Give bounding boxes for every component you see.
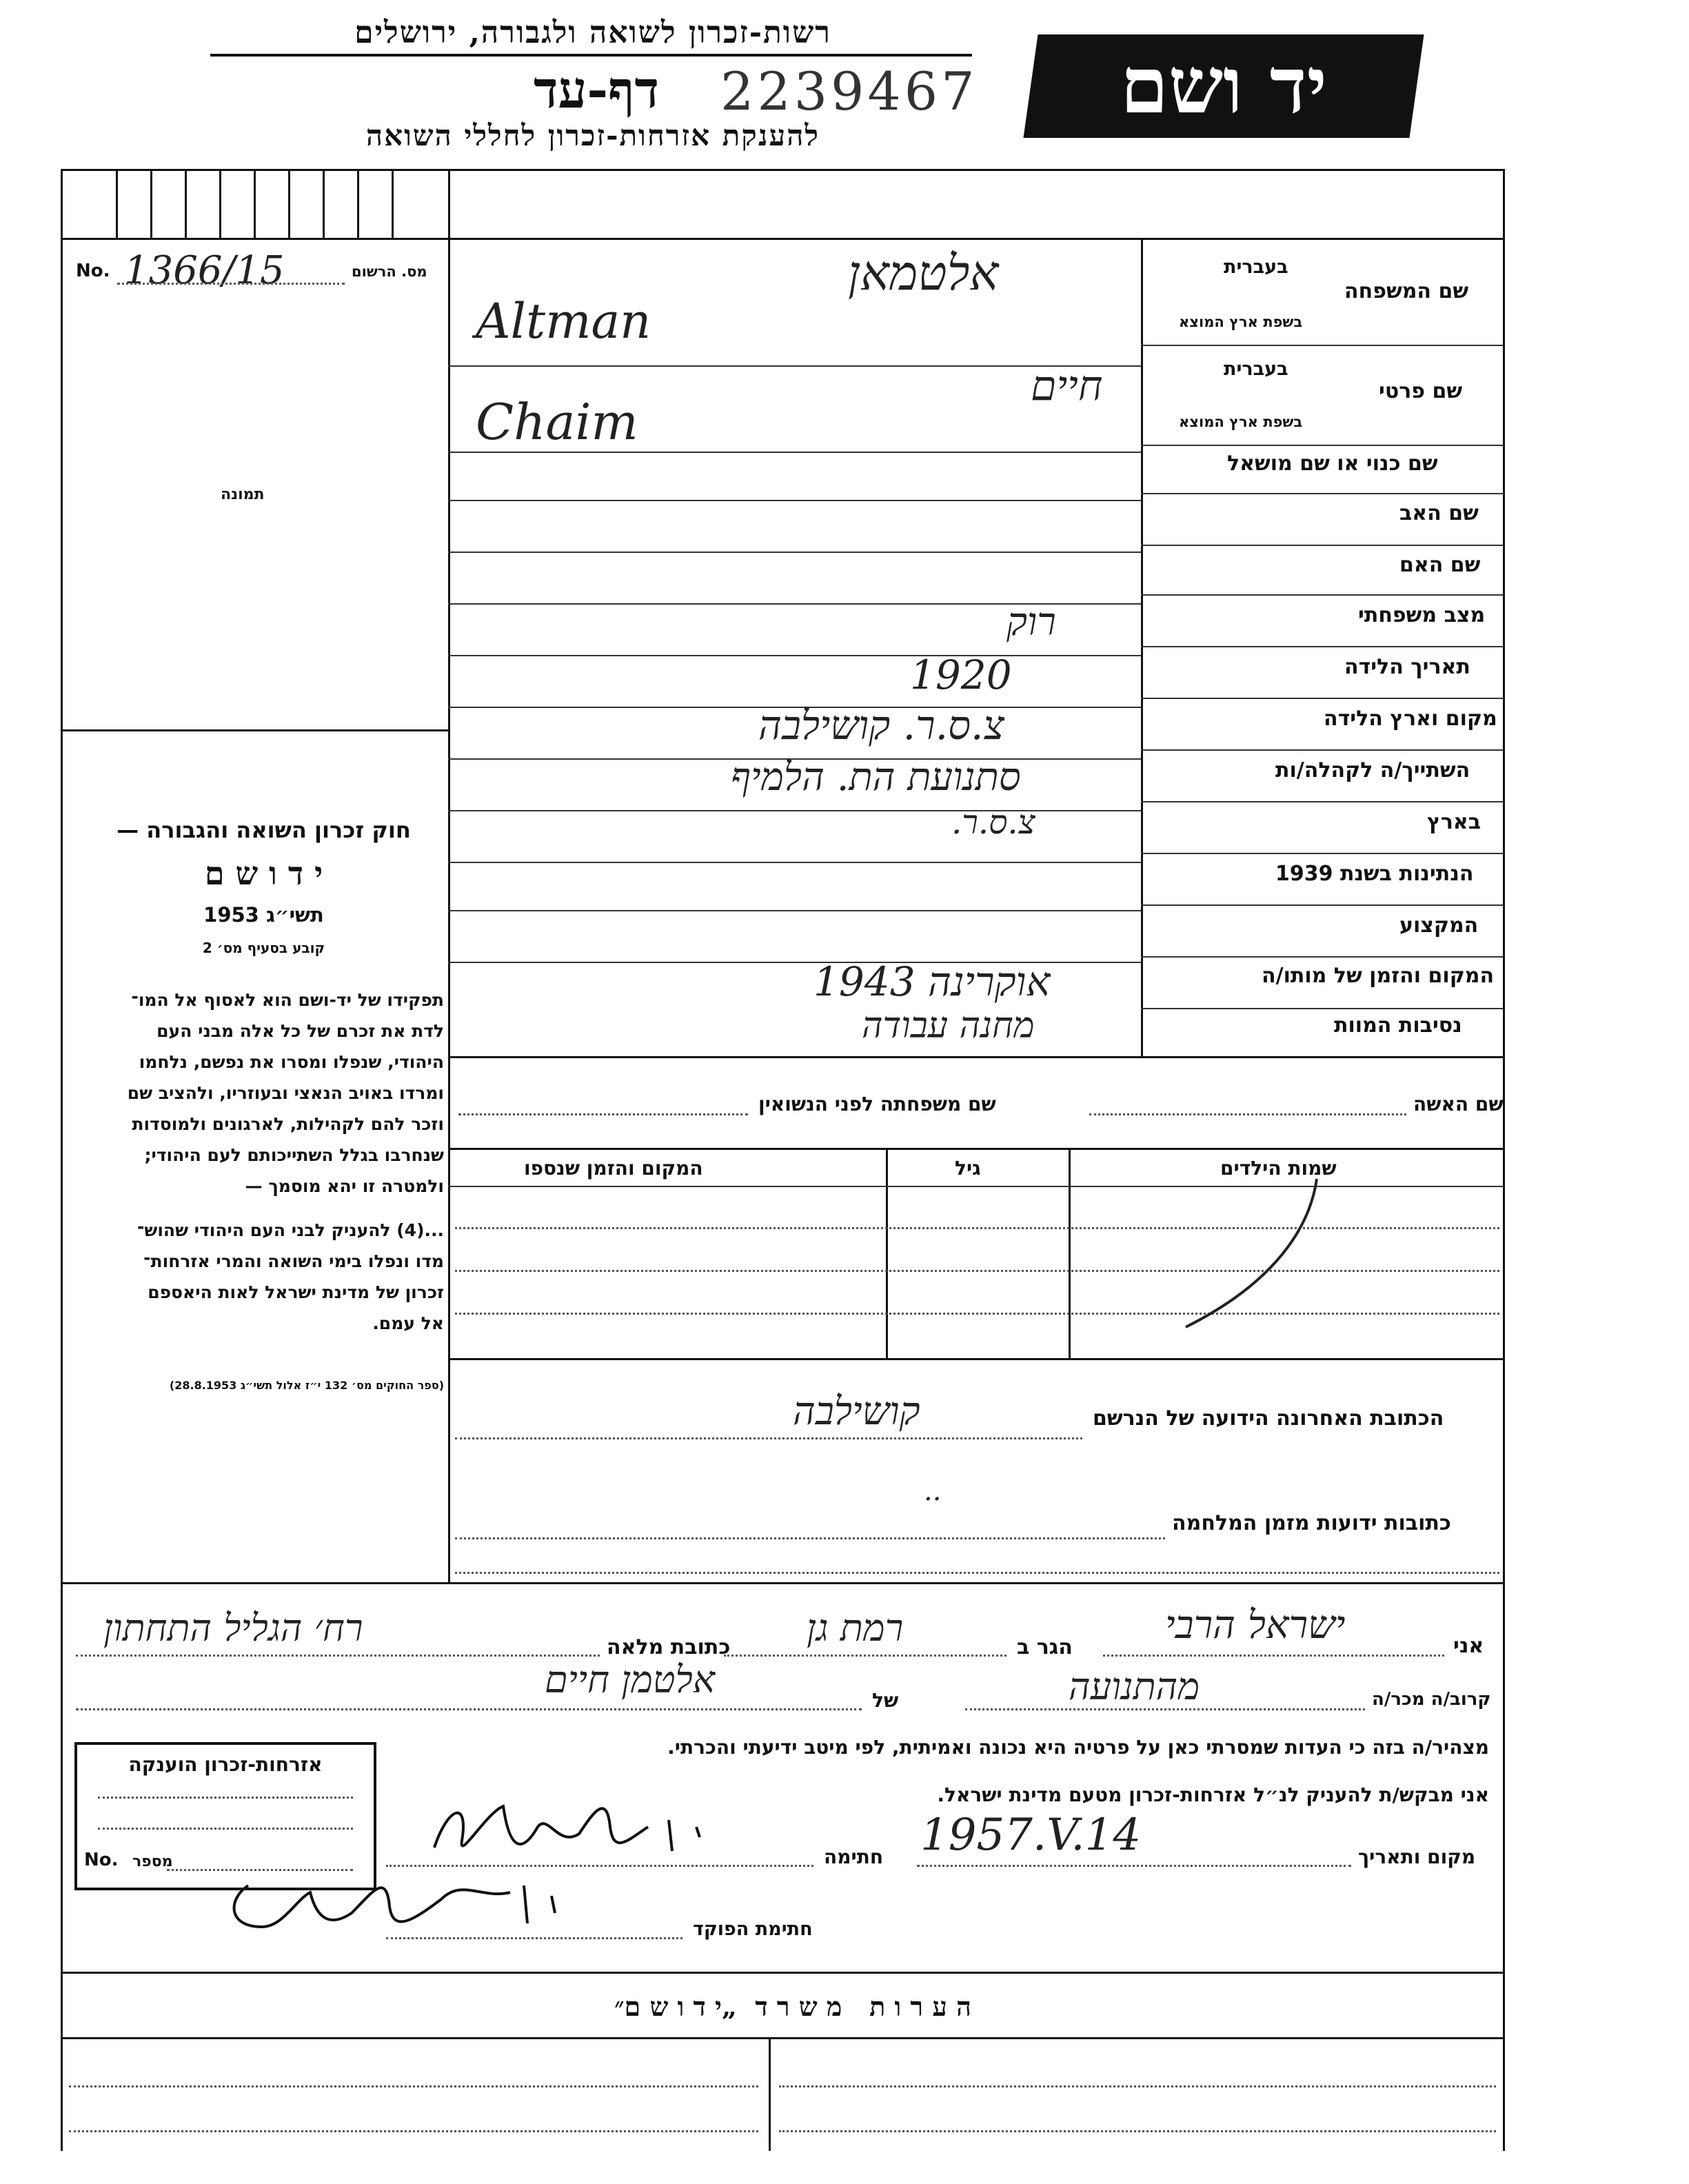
declarant-city-value[interactable]: רמת גן (807, 1606, 904, 1650)
checkbox-grid (61, 169, 448, 238)
community-label: השתייך/ה לקהלה/ות (1275, 758, 1470, 782)
family-name-he-value[interactable]: אלטמאן (848, 245, 999, 301)
frame-left (61, 169, 63, 2151)
form-title: דף-עד (533, 61, 660, 120)
first-name-latin-value[interactable]: Chaim (476, 393, 638, 451)
death-place-value[interactable]: אוקרינה 1943 (813, 958, 1051, 1005)
birth-place-value[interactable]: צ.ס.ר. קושילבה (758, 702, 1004, 749)
last-address-label: הכתובת האחרונה הידועה של הנרשם (1093, 1406, 1444, 1430)
family-name-in-hebrew: בעברית (1224, 256, 1288, 278)
declarant-name-value[interactable]: ישראל הרבי (1165, 1603, 1346, 1648)
photo-box-bottom (61, 729, 448, 731)
form-number: 2239467 (720, 61, 978, 122)
birth-date-label: תאריך הלידה (1344, 655, 1470, 679)
children-crossout-stroke (1172, 1172, 1324, 1337)
war-addresses-label: כתובות ידועות מזמן המלחמה (1172, 1511, 1451, 1535)
profession-label: המקצוע (1399, 913, 1479, 938)
law-year: תשי״ג 1953 (203, 903, 324, 927)
mother-label: שם האם (1399, 553, 1481, 577)
birth-place-label: מקום וארץ הלידה (1324, 707, 1497, 731)
last-address-value[interactable]: קושילבה (793, 1389, 920, 1434)
signature-label: חתימה (824, 1846, 884, 1868)
country-value[interactable]: צ.ס.ר. (951, 803, 1035, 842)
nationality-label: הנתינות בשנת 1939 (1275, 862, 1474, 886)
yad-vashem-logo (1023, 34, 1424, 138)
full-address-label: כתובת מלאה (607, 1635, 731, 1659)
declarant-i-label: אני (1453, 1634, 1484, 1658)
family-name-latin-value[interactable]: Altman (476, 293, 651, 350)
reg-no-label-he: מס. הרשום (352, 263, 427, 280)
war-addresses-value[interactable]: .. (924, 1475, 942, 1507)
law-text-2: ...(4) להעניק לבני העם היהודי שהוש־ מדו ונפלו בימי השואה והמרי אזרחות־ זכרון של מדינת ישראל לאות היאספם אל עמם. (136, 1220, 444, 1333)
place-date-label: מקום ותאריך (1358, 1846, 1476, 1868)
address-section-bottom (61, 1582, 1505, 1584)
declarant-address-value[interactable]: רח׳ הגליל התחתון (103, 1606, 363, 1650)
wife-section-top (448, 1056, 1505, 1058)
office-notes-header-bottom (61, 2037, 1505, 2039)
authority-underline (210, 54, 972, 57)
authority-line: רשות-זכרון לשואה ולגבורה, ירושלים (354, 15, 831, 50)
community-value[interactable]: סתנועת הת. הלמיף (731, 755, 1021, 800)
registration-number-row (76, 248, 441, 293)
citizenship-no-label-he: מספר (132, 1853, 173, 1870)
children-age-header: גיל (955, 1157, 981, 1180)
children-place-header: המקום והזמן שנספו (524, 1157, 703, 1180)
law-footnote: (ספר החוקים מס׳ 132 י״ז אלול תשי״ג 28.8.1953) (169, 1379, 444, 1392)
children-table-bottom (448, 1358, 1505, 1360)
birth-date-value[interactable]: 1920 (910, 651, 1012, 698)
reg-no-label: No. (76, 261, 110, 281)
father-label: שם האב (1399, 501, 1479, 525)
law-title: חוק זכרון השואה והגבורה — (117, 817, 411, 843)
photo-label: תמונה (221, 486, 265, 503)
law-section: קובע בסעיף מס׳ 2 (202, 940, 325, 956)
death-place-label: המקום והזמן של מותו/ה (1262, 964, 1495, 988)
law-text-1: תפקידו של יד-ושם הוא לאסוף אל המו־ לדת את זכרם של כל אלה מבני העם היהודי, שנפלו ומסרו את נפשם, נלחמו ומרדו באויב הנאצי ובעוזריו, ולהציב שם וזכר להם לקהילות, לארגונים ולמוסדות שנחרבו בגלל השתייכותם לעם היהודי; ולמטרה זו יהא מוסמך — (127, 990, 444, 1196)
office-notes-top (61, 1972, 1505, 1974)
citizenship-box-title: אזרחות-זכרון הוענקה (128, 1753, 323, 1776)
family-name-in-origin: בשפת ארץ המוצא (1179, 314, 1303, 330)
country-label: בארץ (1427, 810, 1481, 834)
checkbox-row-bottom (61, 238, 1505, 240)
first-name-he-value[interactable]: חיים (1031, 362, 1103, 410)
office-notes-divider (769, 2037, 771, 2151)
request-text: אני מבקש/ת להעניק לנ״ל אזרחות-זכרון מטעם מדינת ישראל. (937, 1783, 1489, 1806)
children-names-header: שמות הילדים (1220, 1157, 1337, 1180)
children-col-divider-2 (886, 1148, 888, 1358)
frame-right (1503, 169, 1505, 2151)
children-col-divider-1 (1069, 1148, 1071, 1358)
relation-value[interactable]: מהתנועה (1069, 1665, 1200, 1708)
of-label: של (872, 1689, 899, 1712)
first-name-label: שם פרטי (1379, 379, 1463, 403)
law-name: י ד ו ש ם (204, 855, 323, 892)
office-notes-title: ה ע ר ו ת מ ש ר ד „י ד ו ש ם״ (614, 1991, 971, 2022)
relation-label: קרוב/ה מכר/ה (1372, 1689, 1491, 1710)
form-subtitle: להענקת אזרחות-זכרון לחללי השואה (365, 119, 820, 152)
maiden-name-label: שם משפחתה לפני הנשואין (758, 1093, 996, 1115)
reg-no-value: 1366/15 (124, 248, 285, 293)
place-date-value[interactable]: 1957.V.14 (920, 1810, 1142, 1861)
children-table-top (448, 1148, 1505, 1150)
marital-label: מצב משפחתי (1358, 603, 1486, 627)
citizenship-no-label: No. (84, 1850, 119, 1870)
marital-value[interactable]: רוק (1007, 600, 1056, 645)
death-circumstances-value[interactable]: מחנה עבודה (862, 1005, 1035, 1046)
nickname-label: שם כנוי או שם מושאל (1227, 452, 1438, 476)
death-circumstances-label: נסיבות המוות (1334, 1013, 1462, 1038)
officer-signature-label: חתימת הפוקד (693, 1919, 813, 1940)
address-left-border (448, 1358, 450, 1582)
first-name-in-origin: בשפת ארץ המוצא (1179, 414, 1303, 430)
wife-label: שם האשה (1413, 1093, 1504, 1115)
resides-label: הגר ב (1017, 1635, 1073, 1659)
family-name-label: שם המשפחה (1344, 279, 1469, 303)
of-value[interactable]: אלטמן חיים (545, 1658, 716, 1701)
declaration-text: מצהיר/ה בזה כי העדות שמסרתי כאן על פרטיה היא נכונה ואמיתית, לפי מיטב ידיעתי והכרתי. (667, 1736, 1489, 1759)
logo-text: יד ושם (1120, 41, 1328, 131)
citizenship-granted-box (74, 1742, 376, 1890)
first-name-in-hebrew: בעברית (1224, 358, 1288, 380)
